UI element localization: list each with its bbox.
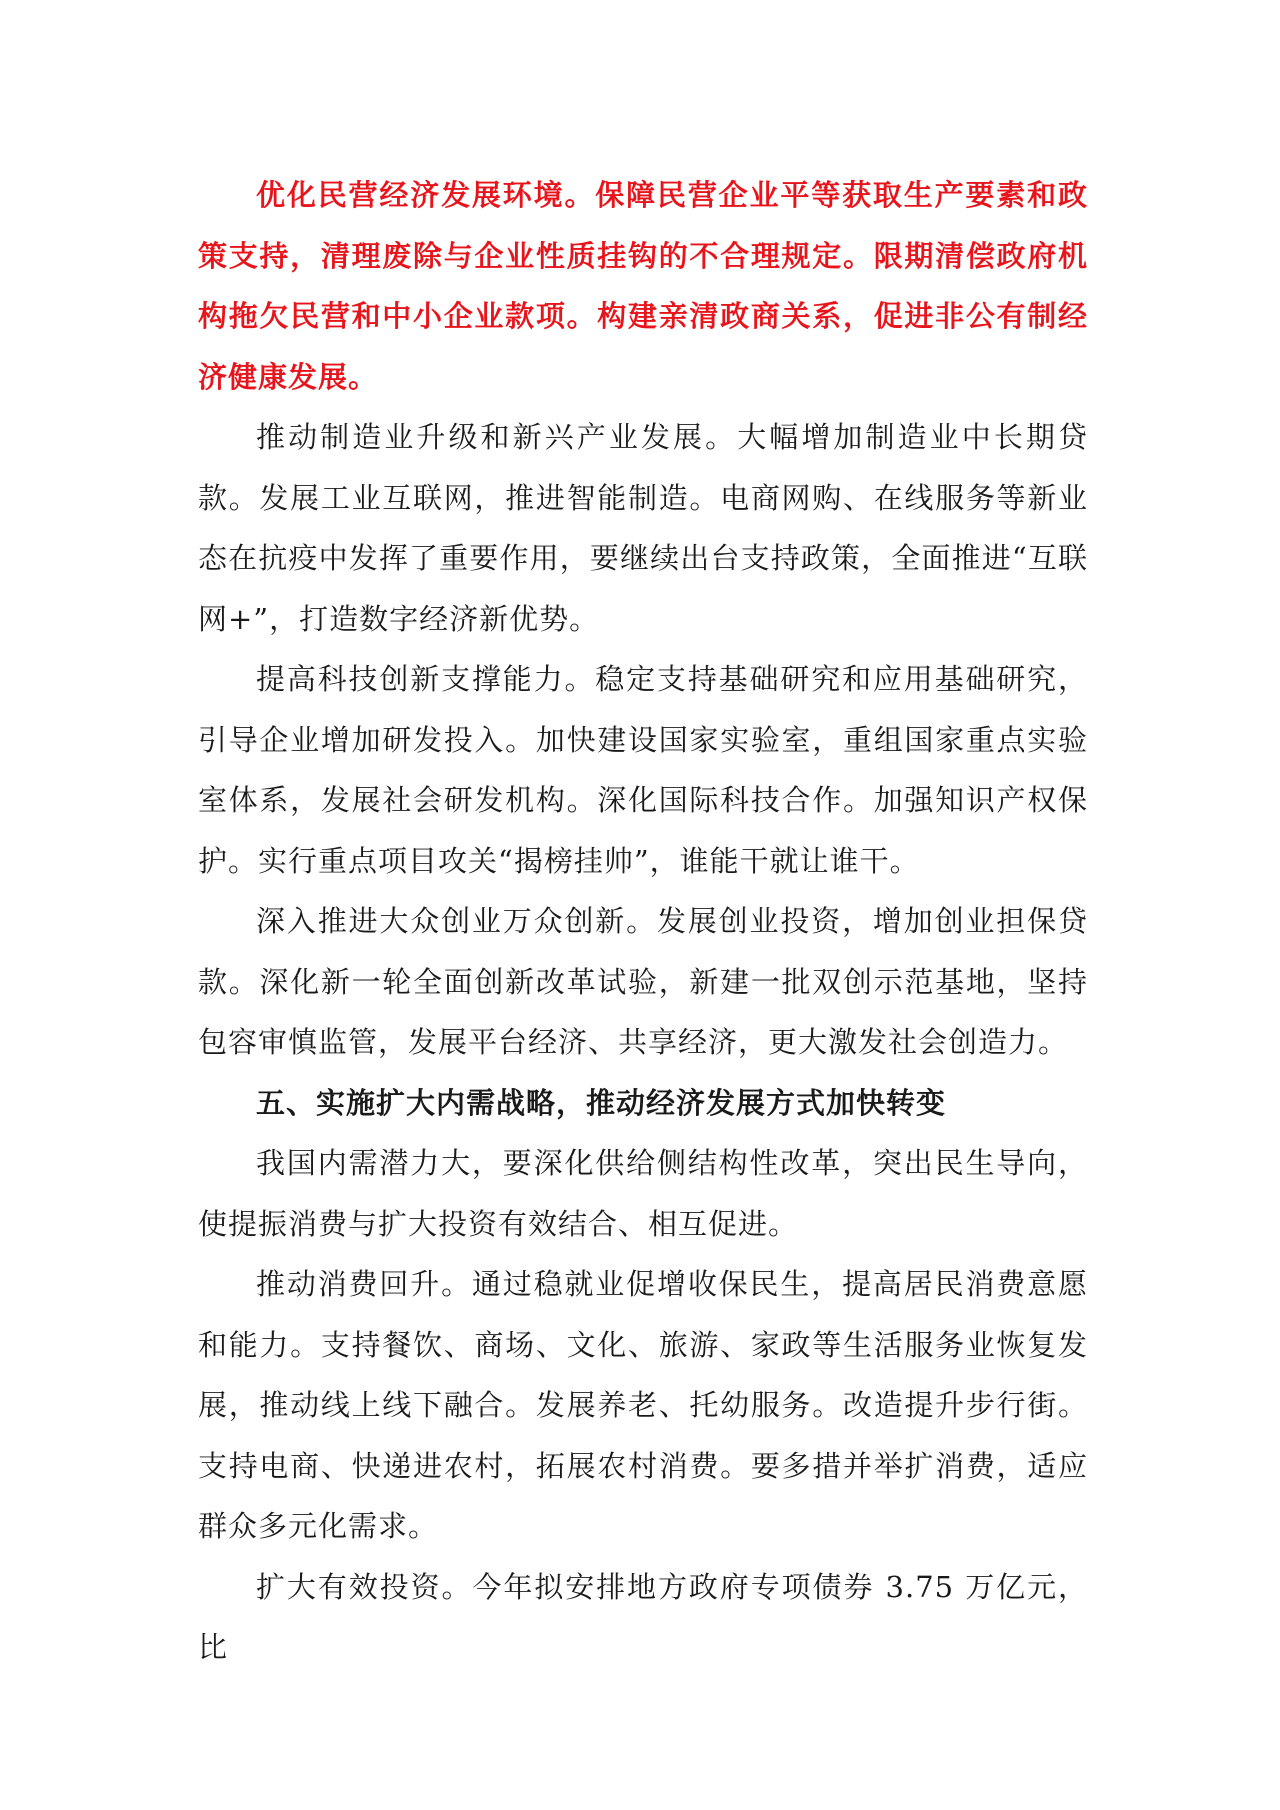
- paragraph-domestic-demand: 我国内需潜力大，要深化供给侧结构性改革，突出民生导向，使提振消费与扩大投资有效结合、相互促进。: [198, 1146, 1088, 1241]
- paragraph-innovation: 提高科技创新支撑能力。稳定支持基础研究和应用基础研究，引导企业增加研发投入。加快建设国家实验室，重组国家重点实验室体系，发展社会研发机构。深化国际科技合作。加强知识产权保护。实行重点项目攻关“揭榜挂帅”，谁能干就让谁干。: [198, 662, 1088, 878]
- paragraph-manufacturing: 推动制造业升级和新兴产业发展。大幅增加制造业中长期贷款。发展工业互联网，推进智能制造。电商网购、在线服务等新业态在抗疫中发挥了重要作用，要继续出台支持政策，全面推进“互联网+”，打造数字经济新优势。: [198, 420, 1088, 636]
- paragraph-private-economy: 优化民营经济发展环境。保障民营企业平等获取生产要素和政策支持，清理废除与企业性质挂钩的不合理规定。限期清偿政府机构拖欠民营和中小企业款项。构建亲清政商关系，促进非公有制经济健康发展。: [198, 178, 1088, 394]
- document-body: [198, 165, 1088, 1678]
- paragraph-entrepreneurship: 深入推进大众创业万众创新。发展创业投资，增加创业担保贷款。深化新一轮全面创新改革试验，新建一批双创示范基地，坚持包容审慎监管，发展平台经济、共享经济，更大激发社会创造力。: [198, 904, 1088, 1059]
- paragraph-consumption: 推动消费回升。通过稳就业促增收保民生，提高居民消费意愿和能力。支持餐饮、商场、文化、旅游、家政等生活服务业恢复发展，推动线上线下融合。发展养老、托幼服务。改造提升步行街。支持电商、快递进农村，拓展农村消费。要多措并举扩消费，适应群众多元化需求。: [198, 1267, 1088, 1543]
- paragraph-investment: 扩大有效投资。今年拟安排地方政府专项债券 3.75 万亿元，比: [198, 1569, 1088, 1664]
- section-heading: 五、实施扩大内需战略，推动经济发展方式加快转变: [256, 1085, 947, 1120]
